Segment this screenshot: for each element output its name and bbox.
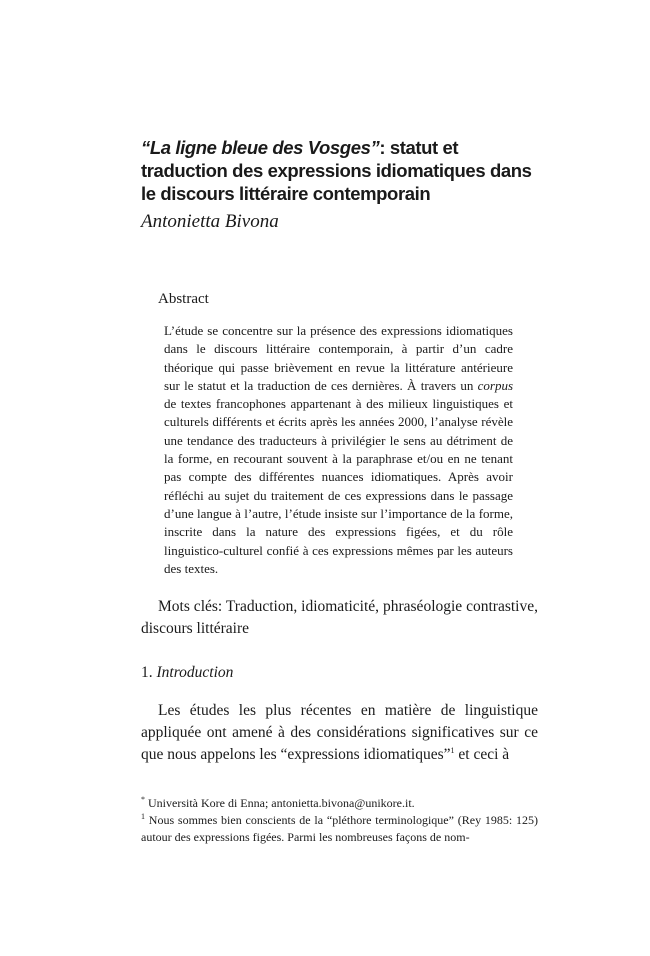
abstract-text-part-1: L’étude se concentre sur la présence des expressions idiomatiques dans le discours littéraire contemporain, à partir d’un cadre théorique qui passe brièvement en revue la littérature antérieure sur le statut et la traduction de ces dernières. À travers un xyxy=(164,323,513,393)
section-heading xyxy=(141,662,233,684)
footnote-ref-1: 1 xyxy=(450,745,455,755)
abstract-corpus-word: corpus xyxy=(477,377,513,393)
abstract-text-part-2: de textes francophones appartenant à des milieux linguistiques et culturels différents et écrits après les années 2000, l’analyse révèle une tendance des traducteurs à privilégier le sens au détriment de la forme, en recourant souvent à la paraphrase et/ou en ne tenant pas compte des différentes nuances idiomatiques. Après avoir réfléchi au sujet du traitement de ces expressions dans le passage d’une langue à l’autre, l’étude insiste sur l’importance de la forme, inscrite dans la nature des expressions figées, et du rôle linguistico-culturel confié à ces expressions mêmes par les auteurs des textes. xyxy=(164,396,513,576)
author-name: Antonietta Bivona xyxy=(141,211,279,232)
footnotes xyxy=(141,795,538,846)
paper-title xyxy=(141,136,541,205)
keywords: Mots clés: Traduction, idiomaticité, phraséologie contrastive, discours littéraire xyxy=(141,598,538,637)
title-rest: : statut et traduction des expressions idiomatiques dans le discours littéraire contemporain xyxy=(141,137,532,204)
intro-paragraph xyxy=(141,700,538,766)
footnote-1 xyxy=(141,812,538,846)
abstract-text xyxy=(164,322,513,578)
title-italic-part: “La ligne bleue des Vosges” xyxy=(141,137,380,158)
footnote-marker: 1 xyxy=(141,812,145,821)
abstract-heading: Abstract xyxy=(158,291,209,307)
footnote-author xyxy=(141,795,538,812)
footnote-marker: * xyxy=(141,795,145,804)
section-number: 1. xyxy=(141,664,157,681)
footnote-text: Nous sommes bien conscients de la “pléthore terminologique” (Rey 1985: 125) autour des expressions figées. Parmi les nombreuses façons de nom- xyxy=(141,813,538,844)
intro-text-part-1: Les études les plus récentes en matière de linguistique appliquée ont amené à des considérations significatives sur ce que nous appelons les “expressions idiomatiques” xyxy=(141,702,538,763)
footnote-text: Università Kore di Enna; antonietta.bivona@unikore.it. xyxy=(145,796,415,810)
intro-text-part-2: et ceci à xyxy=(454,746,510,763)
section-title: Introduction xyxy=(156,664,234,681)
